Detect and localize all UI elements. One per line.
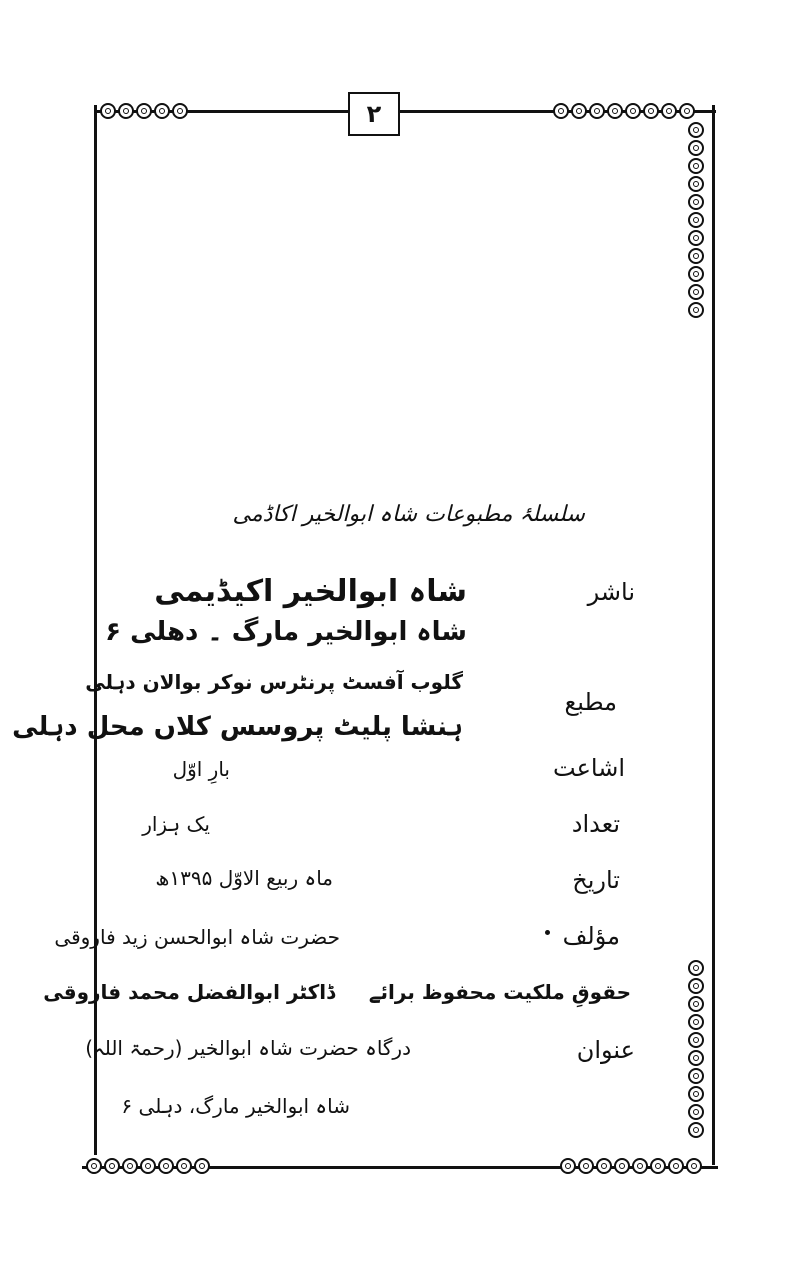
ornament-right-upper [688, 122, 704, 318]
ornament-top-left [100, 103, 188, 119]
ornament-top-right [553, 103, 695, 119]
separator-dot [545, 930, 550, 935]
edition-label: اشاعت [553, 754, 625, 782]
quantity-label: تعداد [571, 810, 620, 838]
quantity-value: یک ہزار [142, 812, 210, 836]
address-line-2: شاہ ابوالخیر مارگ، دہلی ۶ [121, 1094, 350, 1118]
ornament-right-lower [688, 960, 704, 1138]
border-right-line [712, 105, 715, 1165]
edition-value: بارِ اوّل [172, 757, 230, 781]
publisher-name: شاہ ابوالخیر اکیڈیمی [154, 574, 467, 609]
ornament-bottom-right [560, 1158, 702, 1174]
author-label: مؤلف [562, 922, 620, 950]
date-value: ماہ ربیع الاوّل ۱۳۹۵ھ [155, 866, 333, 890]
publisher-address: شاہ ابوالخیر مارگ ۔ دھلی ۶ [105, 617, 467, 647]
page-number: ٢ [348, 92, 400, 136]
press-line-2: ہنشا پلیٹ پروسس کلاں محل دہلی [12, 712, 463, 742]
author-value: حضرت شاہ ابوالحسن زید فاروقی [54, 925, 340, 949]
address-label: عنوان [576, 1036, 635, 1064]
press-label: مطبع [564, 688, 617, 716]
publisher-label: ناشر [587, 578, 635, 606]
address-line-1: درگاہ حضرت شاہ ابوالخیر (رحمۃ اللہ) [85, 1036, 411, 1060]
copyright-value: ڈاکٹر ابوالفضل محمد فاروقی [43, 980, 335, 1004]
copyright-label: حقوقِ ملکیت محفوظ برائے [368, 980, 631, 1004]
ornament-bottom-left [86, 1158, 210, 1174]
press-line-1: گلوب آفسٹ پرنٹرس نوکر بوالان دہلی [85, 670, 463, 694]
series-title: سلسلۂ مطبوعات شاہ ابوالخیر اکاڈمی [232, 502, 585, 527]
date-label: تاریخ [572, 866, 620, 894]
